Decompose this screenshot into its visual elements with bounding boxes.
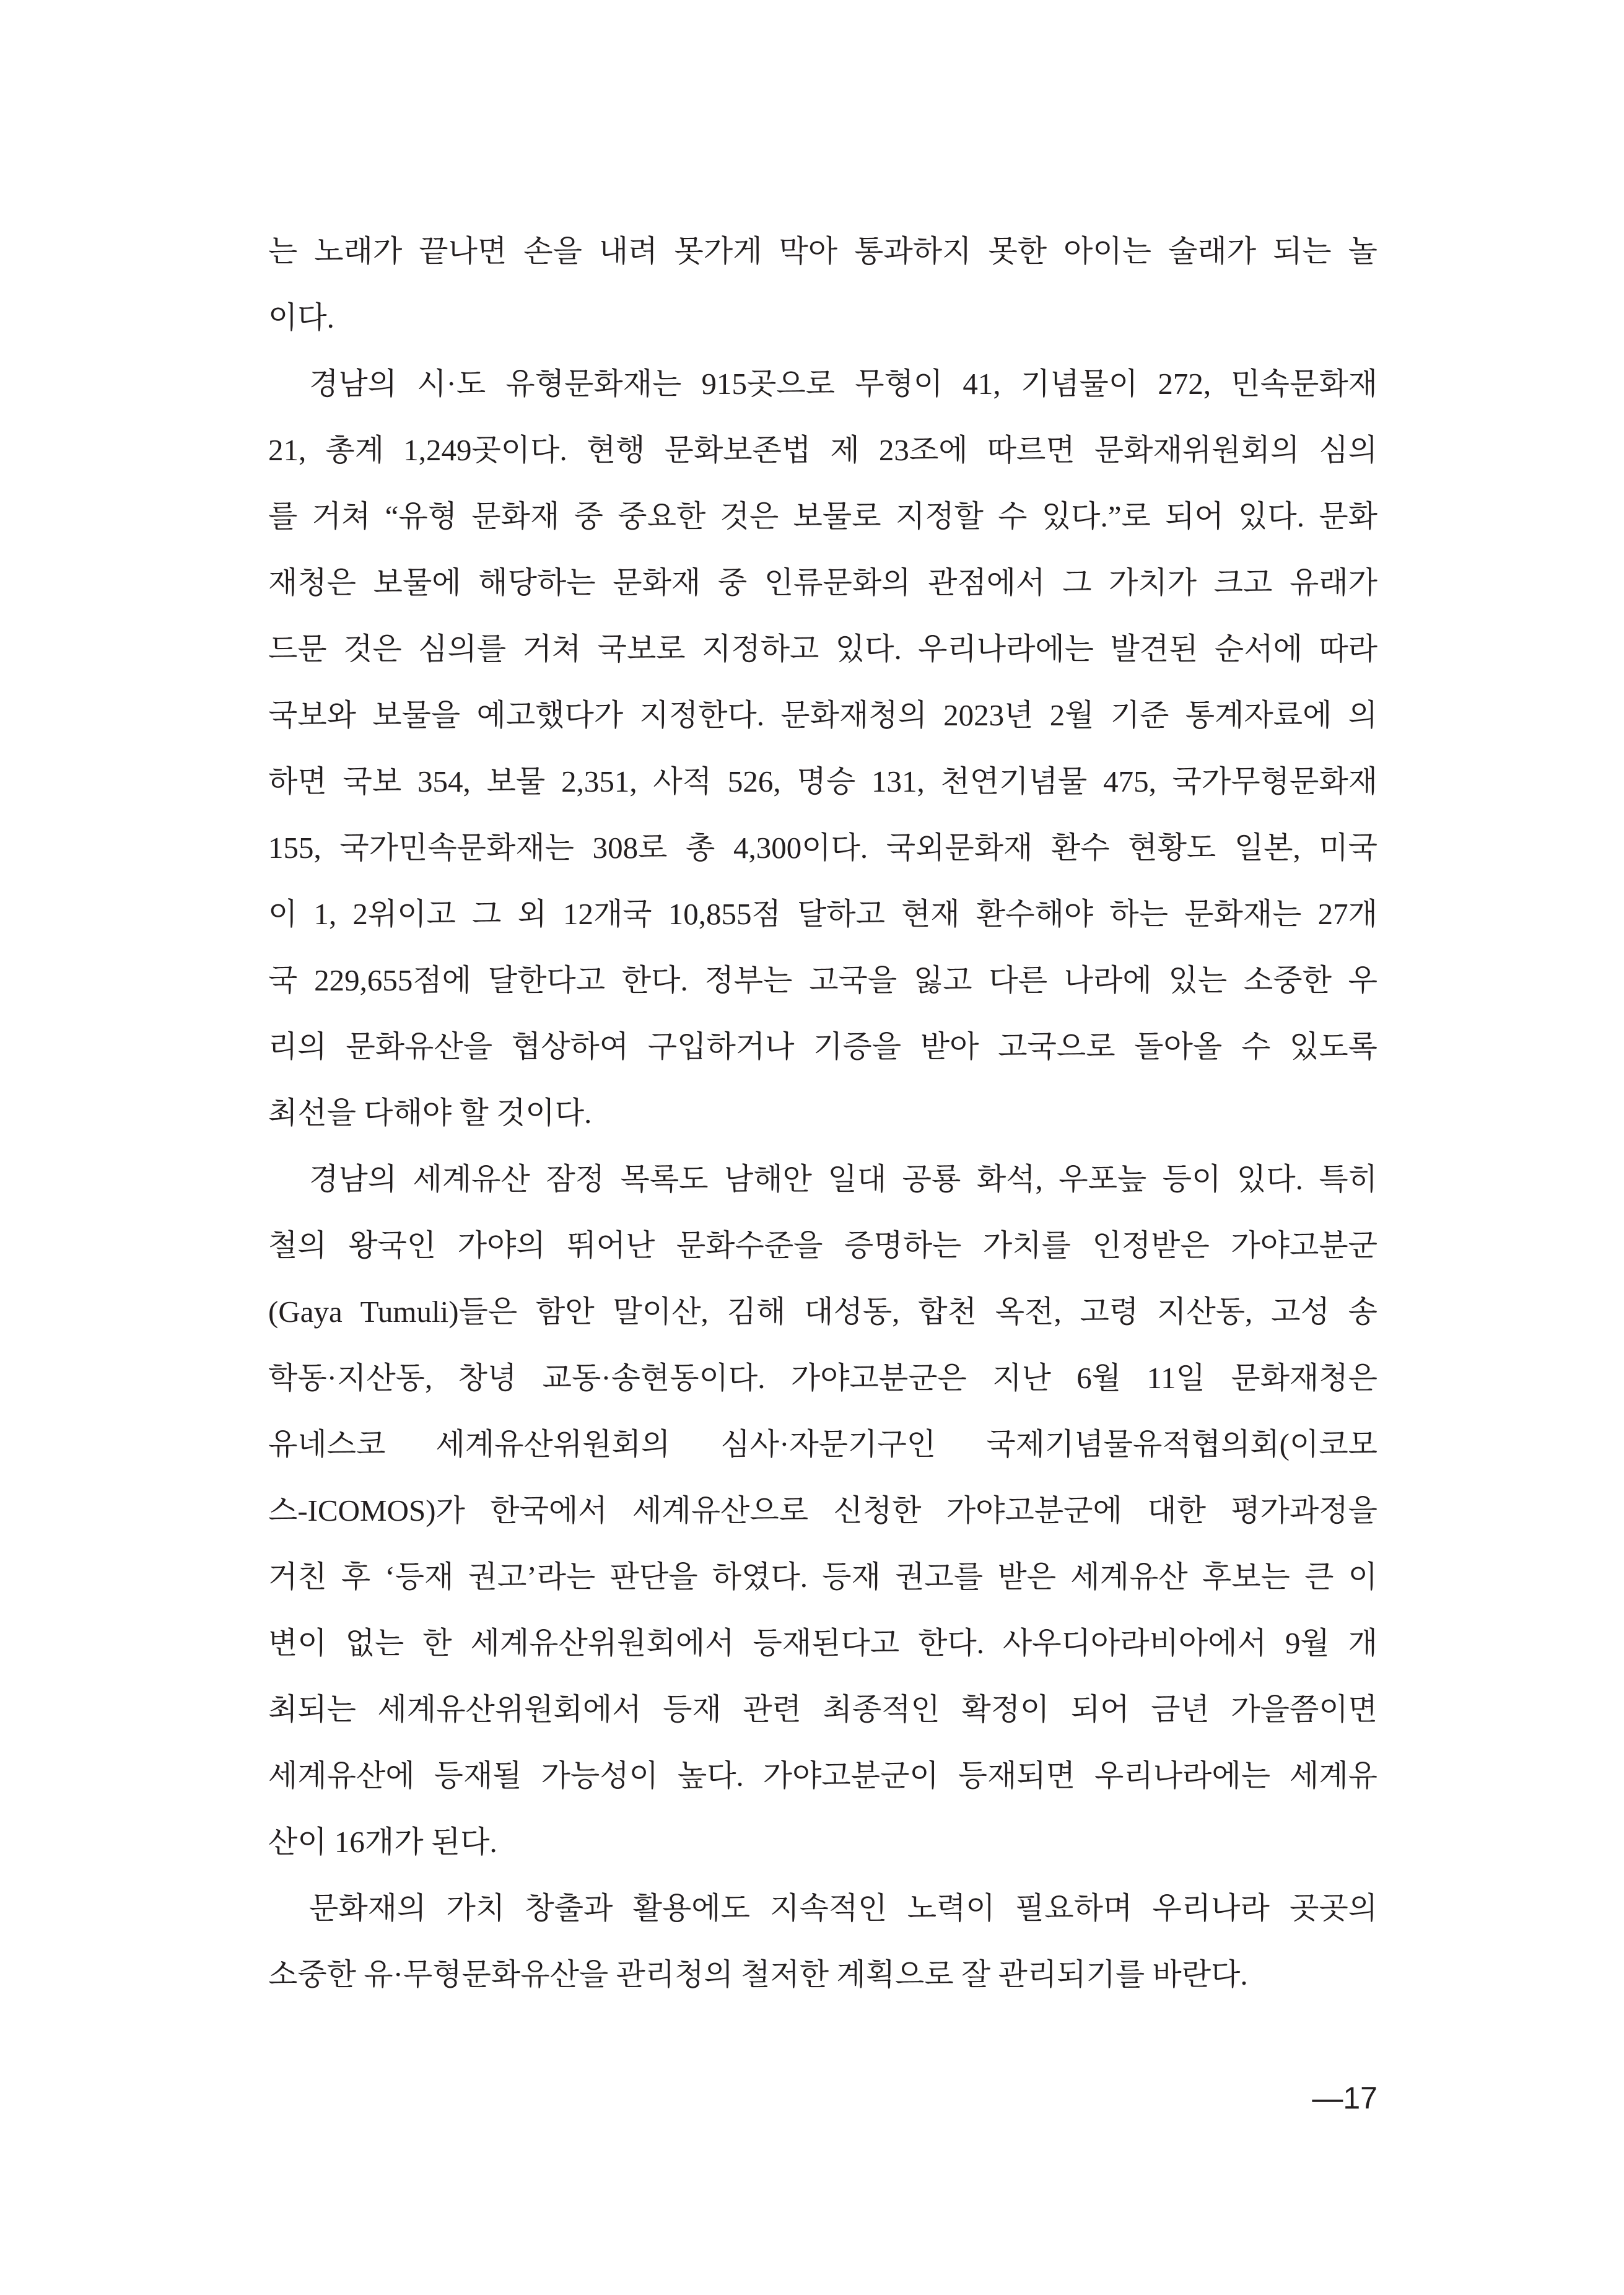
text-line: 소중한 유·무형문화유산을 관리청의 철저한 계획으로 잘 관리되기를 바란다. bbox=[268, 1957, 1248, 1991]
text-line: 최선을 다해야 할 것이다. bbox=[268, 1096, 592, 1130]
text-line: 경남의 시·도 유형문화재는 915곳으로 무형이 41, 기념물이 272, 민속문화재 bbox=[309, 367, 1377, 401]
paragraph bbox=[268, 1875, 1377, 2008]
paragraph bbox=[268, 218, 1377, 351]
text-line: 거친 후 ‘등재 권고’라는 판단을 하였다. 등재 권고를 받은 세계유산 후보는 큰 이 bbox=[268, 1560, 1377, 1594]
text-line: 하면 국보 354, 보물 2,351, 사적 526, 명승 131, 천연기념물 475, 국가무형문화재 bbox=[268, 764, 1377, 798]
text-line: 최되는 세계유산위원회에서 등재 관련 최종적인 확정이 되어 금년 가을쯤이면 bbox=[268, 1692, 1377, 1726]
body-text bbox=[268, 218, 1377, 2008]
text-line: 유네스코 세계유산위원회의 심사·자문기구인 국제기념물유적협의회(이코모 bbox=[268, 1427, 1377, 1461]
text-line: 21, 총계 1,249곳이다. 현행 문화보존법 제 23조에 따르면 문화재위원회의 심의 bbox=[268, 433, 1377, 467]
text-line: (Gaya Tumuli)들은 함안 말이산, 김해 대성동, 합천 옥전, 고령 지산동, 고성 송 bbox=[268, 1295, 1377, 1329]
text-line: 경남의 세계유산 잠정 목록도 남해안 일대 공룡 화석, 우포늪 등이 있다. 특히 bbox=[309, 1162, 1377, 1196]
paragraph bbox=[268, 351, 1377, 1146]
text-line: 학동·지산동, 창녕 교동·송현동이다. 가야고분군은 지난 6월 11일 문화재청은 bbox=[268, 1361, 1377, 1395]
text-line: 드문 것은 심의를 거쳐 국보로 지정하고 있다. 우리나라에는 발견된 순서에 따라 bbox=[268, 632, 1377, 666]
text-line: 를 거쳐 “유형 문화재 중 중요한 것은 보물로 지정할 수 있다.”로 되어 있다. 문화 bbox=[268, 499, 1377, 533]
text-line: 국보와 보물을 예고했다가 지정한다. 문화재청의 2023년 2월 기준 통계자료에 의 bbox=[268, 698, 1377, 732]
text-line: 이다. bbox=[268, 300, 334, 334]
page-number: —17 bbox=[1312, 2081, 1377, 2115]
text-line: 변이 없는 한 세계유산위원회에서 등재된다고 한다. 사우디아라비아에서 9월 개 bbox=[268, 1626, 1377, 1660]
text-line: 155, 국가민속문화재는 308로 총 4,300이다. 국외문화재 환수 현황도 일본, 미국 bbox=[268, 831, 1377, 865]
text-line: 세계유산에 등재될 가능성이 높다. 가야고분군이 등재되면 우리나라에는 세계유 bbox=[268, 1759, 1377, 1793]
text-line: 철의 왕국인 가야의 뛰어난 문화수준을 증명하는 가치를 인정받은 가야고분군 bbox=[268, 1228, 1377, 1262]
text-line: 는 노래가 끝나면 손을 내려 못가게 막아 통과하지 못한 아이는 술래가 되는 놀 bbox=[268, 234, 1377, 268]
text-line: 국 229,655점에 달한다고 한다. 정부는 고국을 잃고 다른 나라에 있는 소중한 우 bbox=[268, 963, 1377, 997]
text-line: 리의 문화유산을 협상하여 구입하거나 기증을 받아 고국으로 돌아올 수 있도록 bbox=[268, 1029, 1377, 1064]
text-line: 재청은 보물에 해당하는 문화재 중 인류문화의 관점에서 그 가치가 크고 유래가 bbox=[268, 566, 1377, 600]
text-line: 문화재의 가치 창출과 활용에도 지속적인 노력이 필요하며 우리나라 곳곳의 bbox=[309, 1891, 1377, 1925]
text-line: 스-ICOMOS)가 한국에서 세계유산으로 신청한 가야고분군에 대한 평가과정을 bbox=[268, 1493, 1377, 1528]
paragraph bbox=[268, 1146, 1377, 1875]
text-line: 산이 16개가 된다. bbox=[268, 1825, 497, 1859]
text-line: 이 1, 2위이고 그 외 12개국 10,855점 달하고 현재 환수해야 하는 문화재는 27개 bbox=[268, 897, 1377, 931]
